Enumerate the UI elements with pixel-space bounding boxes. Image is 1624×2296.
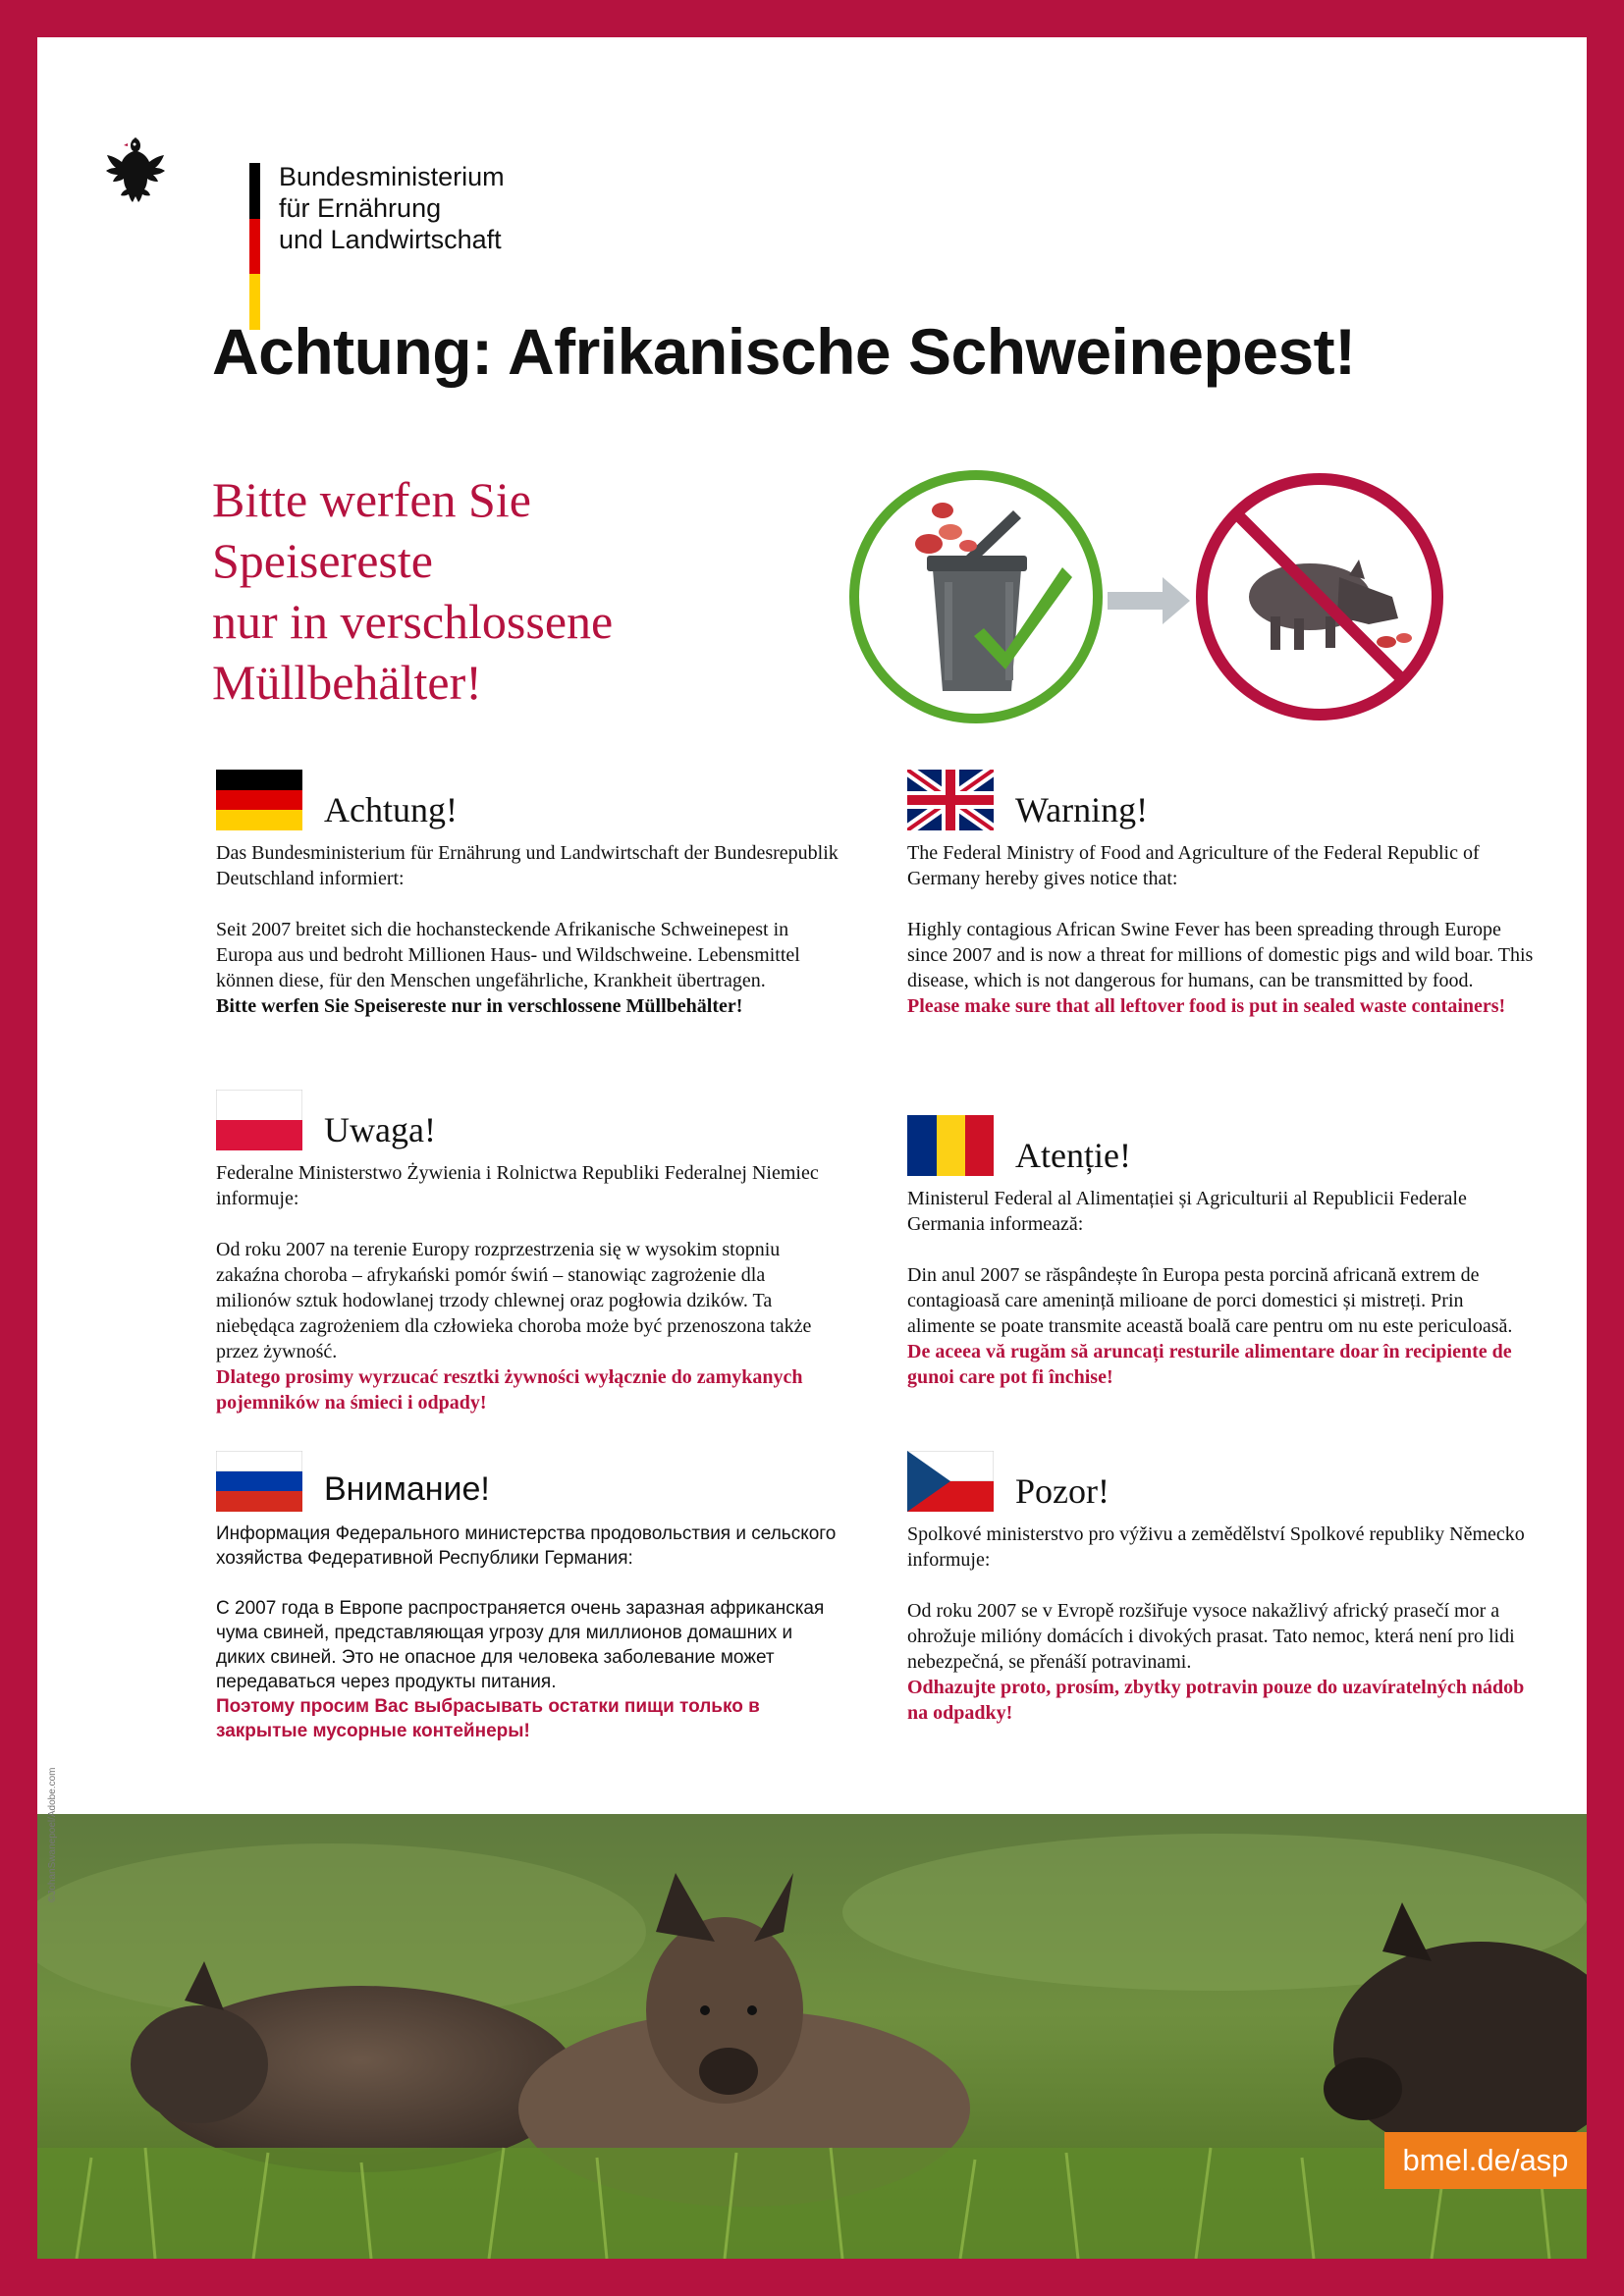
german-tricolor-bar [249, 163, 260, 330]
ministry-line: und Landwirtschaft [279, 225, 502, 254]
section-heading: Внимание! [324, 1470, 490, 1508]
section-heading: Atenție! [1015, 1136, 1131, 1175]
section-intro: Spolkové ministerstvo pro výživu a zemědělství Spolkové republiky Německo informuje: [907, 1523, 1525, 1571]
ministry-line: für Ernährung [279, 193, 442, 223]
section-notice: Bitte werfen Sie Speisereste nur in verschlossene Müllbehälter! [216, 995, 743, 1017]
section-notice: Dlatego prosimy wyrzucać resztki żywności wyłącznie do zamykanych pojemników na śmieci i odpady! [216, 1366, 803, 1414]
arrow-right-icon [1108, 577, 1190, 624]
subtitle-line: Müllbehälter! [212, 655, 482, 710]
section-czech [907, 1451, 1536, 1726]
czech-flag-icon [907, 1451, 994, 1512]
uk-flag-icon [907, 770, 994, 830]
wild-boar-photo [37, 1814, 1587, 2259]
german-flag-icon [216, 770, 302, 830]
no-wild-boar-icon [1202, 479, 1437, 715]
section-intro: The Federal Ministry of Food and Agriculture of the Federal Republic of Germany hereby gives notice that: [907, 842, 1480, 889]
section-heading: Warning! [1015, 790, 1149, 829]
subtitle [212, 469, 613, 713]
photo-credit: ©JohanSwanepoel/Adobe.com [47, 1767, 58, 1902]
federal-eagle-icon [104, 133, 173, 208]
subtitle-line: Bitte werfen Sie [212, 472, 531, 527]
section-intro: Ministerul Federal al Alimentației și Agriculturii al Republicii Federale Germania informează: [907, 1188, 1467, 1235]
section-polish [216, 1090, 844, 1415]
poster [37, 37, 1587, 2259]
section-heading: Pozor! [1015, 1471, 1110, 1511]
section-notice: Odhazujte proto, prosím, zbytky potravin pouze do uzavíratelných nádob na odpadky! [907, 1677, 1525, 1724]
page-title: Achtung: Afrikanische Schweinepest! [212, 315, 1356, 388]
section-intro: Информация Федерального министерства продовольствия и сельского хозяйства Федеративной Республики Германия: [216, 1523, 837, 1569]
russian-flag-icon [216, 1451, 302, 1512]
subtitle-line: nur in verschlossene [212, 594, 614, 649]
section-text: Highly contagious African Swine Fever has been spreading through Europe since 2007 and is now a threat for millions of domestic pigs and wild boar. This disease, which is not dangerous for humans, can be transmitted by food. [907, 919, 1534, 991]
section-intro: Das Bundesministerium für Ernährung und Landwirtschaft der Bundesrepublik Deutschland informiert: [216, 842, 839, 889]
romanian-flag-icon [907, 1115, 994, 1176]
ministry-name [279, 161, 505, 255]
ministry-logo [104, 98, 516, 314]
ministry-line: Bundesministerium [279, 162, 505, 191]
closed-bin-check-icon [854, 475, 1098, 719]
section-notice: Поэтому просим Вас выбрасывать остатки пищи только в закрытые мусорные контейнеры! [216, 1696, 760, 1741]
section-notice: De aceea vă rugăm să aruncați resturile alimentare doar în recipiente de gunoi care pot fi închise! [907, 1341, 1512, 1388]
section-russian [216, 1451, 844, 1743]
section-text: Din anul 2007 se răspândește în Europa pesta porcină africană extrem de contagioasă care amenință milioane de porci domestici și mistreți. Prin alimente se poate transmite această boală care pentru om nu este periculoasă. [907, 1264, 1513, 1337]
subtitle-line: Speisereste [212, 533, 433, 588]
section-romanian [907, 1115, 1536, 1390]
section-intro: Federalne Ministerstwo Żywienia i Rolnictwa Republiki Federalnej Niemiec informuje: [216, 1162, 819, 1209]
section-text: Seit 2007 breitet sich die hochansteckende Afrikanische Schweinepest in Europa aus und bedroht Millionen Haus- und Wildschweine. Lebensmittel können diese, für den Menschen ungefährliche, Krankheit übertragen. [216, 919, 800, 991]
section-english [907, 770, 1536, 1019]
section-heading: Uwaga! [324, 1110, 436, 1149]
section-text: Od roku 2007 na terenie Europy rozprzestrzenia się w wysokim stopniu zakaźna choroba – afrykański pomór świń – stanowiąc zagrożenie dla milionów sztuk hodowlanej trzody chlewnej oraz pogłowia dzików. Ta niebędąca zagrożeniem dla człowieka choroba może być przenoszona także przez żywność. [216, 1239, 812, 1362]
section-german [216, 770, 844, 1019]
website-url[interactable]: bmel.de/asp [1384, 2132, 1587, 2189]
section-heading: Achtung! [324, 790, 458, 829]
polish-flag-icon [216, 1090, 302, 1150]
section-text: С 2007 года в Европе распространяется очень заразная африканская чума свиней, представляющая угрозу для миллионов домашних и диких свиней. Это не опасное для человека заболевание может передаваться через продукты питания. [216, 1598, 825, 1692]
section-notice: Please make sure that all leftover food is put in sealed waste containers! [907, 995, 1506, 1017]
waste-bin-pictogram [848, 450, 1477, 744]
section-text: Od roku 2007 se v Evropě rozšiřuje vysoce nakažlivý africký prasečí mor a ohrožuje milióny domácích i divokých prasat. Tato nemoc, která není pro lidi nebezpečná, se přenáší potravinami. [907, 1600, 1515, 1673]
